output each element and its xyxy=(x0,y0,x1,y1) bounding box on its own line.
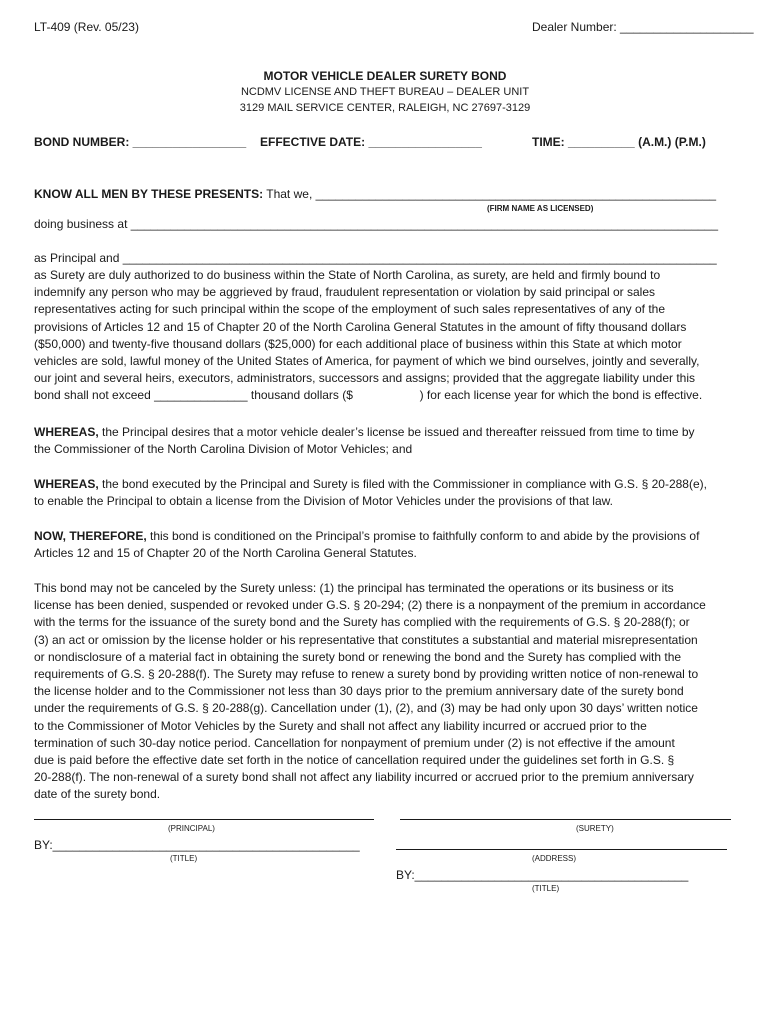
liability-amount-line[interactable]: bond shall not exceed ______________ thousand dollars ($ ) for each license year for which the bond is effective. xyxy=(34,388,703,403)
whereas-paragraph-1 xyxy=(34,424,740,458)
principal-by-field[interactable]: BY:______________________________________________ xyxy=(34,838,360,852)
bond-number-field[interactable]: BOND NUMBER: _________________ xyxy=(34,135,247,149)
title-caption-right: (TITLE) xyxy=(532,884,560,893)
time-field[interactable]: TIME: __________ (A.M.) (P.M.) xyxy=(532,135,706,149)
paragraph-line: vehicles are sold, lawful money of the United States of America, for payment of which we bind ourselves, jointly and severally, xyxy=(34,354,700,369)
paragraph-line: due is paid before the effective date set forth in the notice of cancellation required under the guidelines set forth in G.S. § xyxy=(34,753,675,768)
paragraph-line: our joint and several heirs, executors, administrators, successors and assigns; provided that the aggregate liability under this xyxy=(34,371,696,386)
whereas-label: WHEREAS, xyxy=(34,477,99,491)
bureau-name: NCDMV LICENSE AND THEFT BUREAU – DEALER UNIT xyxy=(240,86,530,98)
paragraph-line: with the terms for the issuance of the surety bond and the Surety has complied with the requirements of G.S. § 20-288(f); or xyxy=(34,615,690,630)
effective-date-field[interactable]: EFFECTIVE DATE: _________________ xyxy=(260,135,482,149)
paragraph-line: termination of such 30-day notice period. Cancellation for nonpayment of premium under (2) is not effective if the amount xyxy=(34,735,675,750)
paragraph-line: Articles 12 and 15 of Chapter 20 of the North Carolina General Statutes. xyxy=(34,546,417,561)
paragraph-line: to enable the Principal to obtain a license from the Division of Motor Vehicles under the provisions of that law. xyxy=(34,494,613,509)
surety-signature-line[interactable] xyxy=(400,819,731,820)
paragraph-line: ($50,000) and twenty-five thousand dollars ($25,000) for each additional place of business within this State at which motor xyxy=(34,336,682,351)
principal-signature-line[interactable] xyxy=(34,819,374,820)
document-title: MOTOR VEHICLE DEALER SURETY BOND xyxy=(263,69,507,83)
dealer-number-field[interactable]: Dealer Number: ____________________ xyxy=(532,20,754,34)
principal-caption: (PRINCIPAL) xyxy=(168,824,215,833)
surety-paragraph xyxy=(34,267,740,405)
paragraph-line: the bond executed by the Principal and Surety is filed with the Commissioner in compliance with G.S. § 20-288(e), xyxy=(98,477,707,491)
paragraph-line: This bond may not be canceled by the Surety unless: (1) the principal has terminated the operations or its business or its xyxy=(34,581,674,595)
paragraph-line: the Commissioner of the North Carolina Division of Motor Vehicles; and xyxy=(34,442,413,457)
paragraph-line: requirements of G.S. § 20-288(f). The Surety may refuse to renew a surety bond by providing written notice of non-renewal to xyxy=(34,667,699,682)
paragraph-line: date of the surety bond. xyxy=(34,787,161,802)
know-all-label: KNOW ALL MEN BY THESE PRESENTS: xyxy=(34,187,264,201)
now-therefore-label: NOW, THEREFORE, xyxy=(34,529,147,543)
bureau-address: 3129 MAIL SERVICE CENTER, RALEIGH, NC 27697-3129 xyxy=(239,102,531,114)
paragraph-line: (3) an act or omission by the license holder or his representative that constitutes a substantial and material misrepresentation xyxy=(34,632,698,647)
paragraph-line: license has been denied, suspended or revoked under G.S. § 20-294; (2) there is a nonpayment of the premium in accordance xyxy=(34,598,706,613)
paragraph-line: the Principal desires that a motor vehicle dealer’s license be issued and thereafter reissued from time to time by xyxy=(98,425,695,439)
whereas-label: WHEREAS, xyxy=(34,425,99,439)
cancellation-paragraph xyxy=(34,580,740,804)
address-caption: (ADDRESS) xyxy=(532,854,577,863)
firm-name-caption: (FIRM NAME AS LICENSED) xyxy=(487,204,594,213)
title-caption-left: (TITLE) xyxy=(170,854,198,863)
paragraph-line: representatives acting for such principal within the scope of the employment of such sales representatives of any of the xyxy=(34,302,666,317)
paragraph-line: 20-288(f). The non-renewal of a surety bond shall not affect any liability incurred or accrued prior to the premium anniversary xyxy=(34,770,694,785)
paragraph-line: indemnify any person who may be aggrieved by fraud, fraudulent representation or violation by said principal or sales xyxy=(34,285,656,300)
paragraph-line: under the requirements of G.S. § 20-288(g). Cancellation under (1), (2), and (3) may be had only upon 30 days’ written notice xyxy=(34,701,698,716)
paragraph-line: this bond is conditioned on the Principal’s promise to faithfully conform to and abide by the provisions of xyxy=(146,529,700,543)
firm-name-field[interactable]: That we, ____________________________________________________________ xyxy=(263,187,717,201)
surety-name-field[interactable]: as Principal and _________________________________________________________________________________________ xyxy=(34,251,717,265)
whereas-paragraph-2 xyxy=(34,476,740,510)
surety-by-field[interactable]: BY:_________________________________________ xyxy=(396,868,689,882)
paragraph-line: as Surety are duly authorized to do business within the State of North Carolina, as surety, are held and firmly bound to xyxy=(34,268,661,282)
address-line[interactable] xyxy=(396,849,727,850)
paragraph-line: the license holder and to the Commissioner not less than 30 days prior to the premium anniversary date of the surety bond xyxy=(34,684,684,699)
form-id: LT-409 (Rev. 05/23) xyxy=(34,20,139,34)
know-all-line xyxy=(34,187,716,201)
paragraph-line: provisions of Articles 12 and 15 of Chapter 20 of the North Carolina General Statutes in the amount of fifty thousand dollars xyxy=(34,319,687,334)
doing-business-field[interactable]: doing business at ________________________________________________________________________________________ xyxy=(34,217,719,231)
now-therefore-paragraph xyxy=(34,528,740,562)
paragraph-line: to the Commissioner of Motor Vehicles by the Surety and shall not affect any liability incurred or accrued prior to the xyxy=(34,718,647,733)
surety-caption: (SURETY) xyxy=(576,824,614,833)
paragraph-line: or nondisclosure of a material fact in obtaining the surety bond or renewing the bond and the Surety has complied with the xyxy=(34,649,682,664)
